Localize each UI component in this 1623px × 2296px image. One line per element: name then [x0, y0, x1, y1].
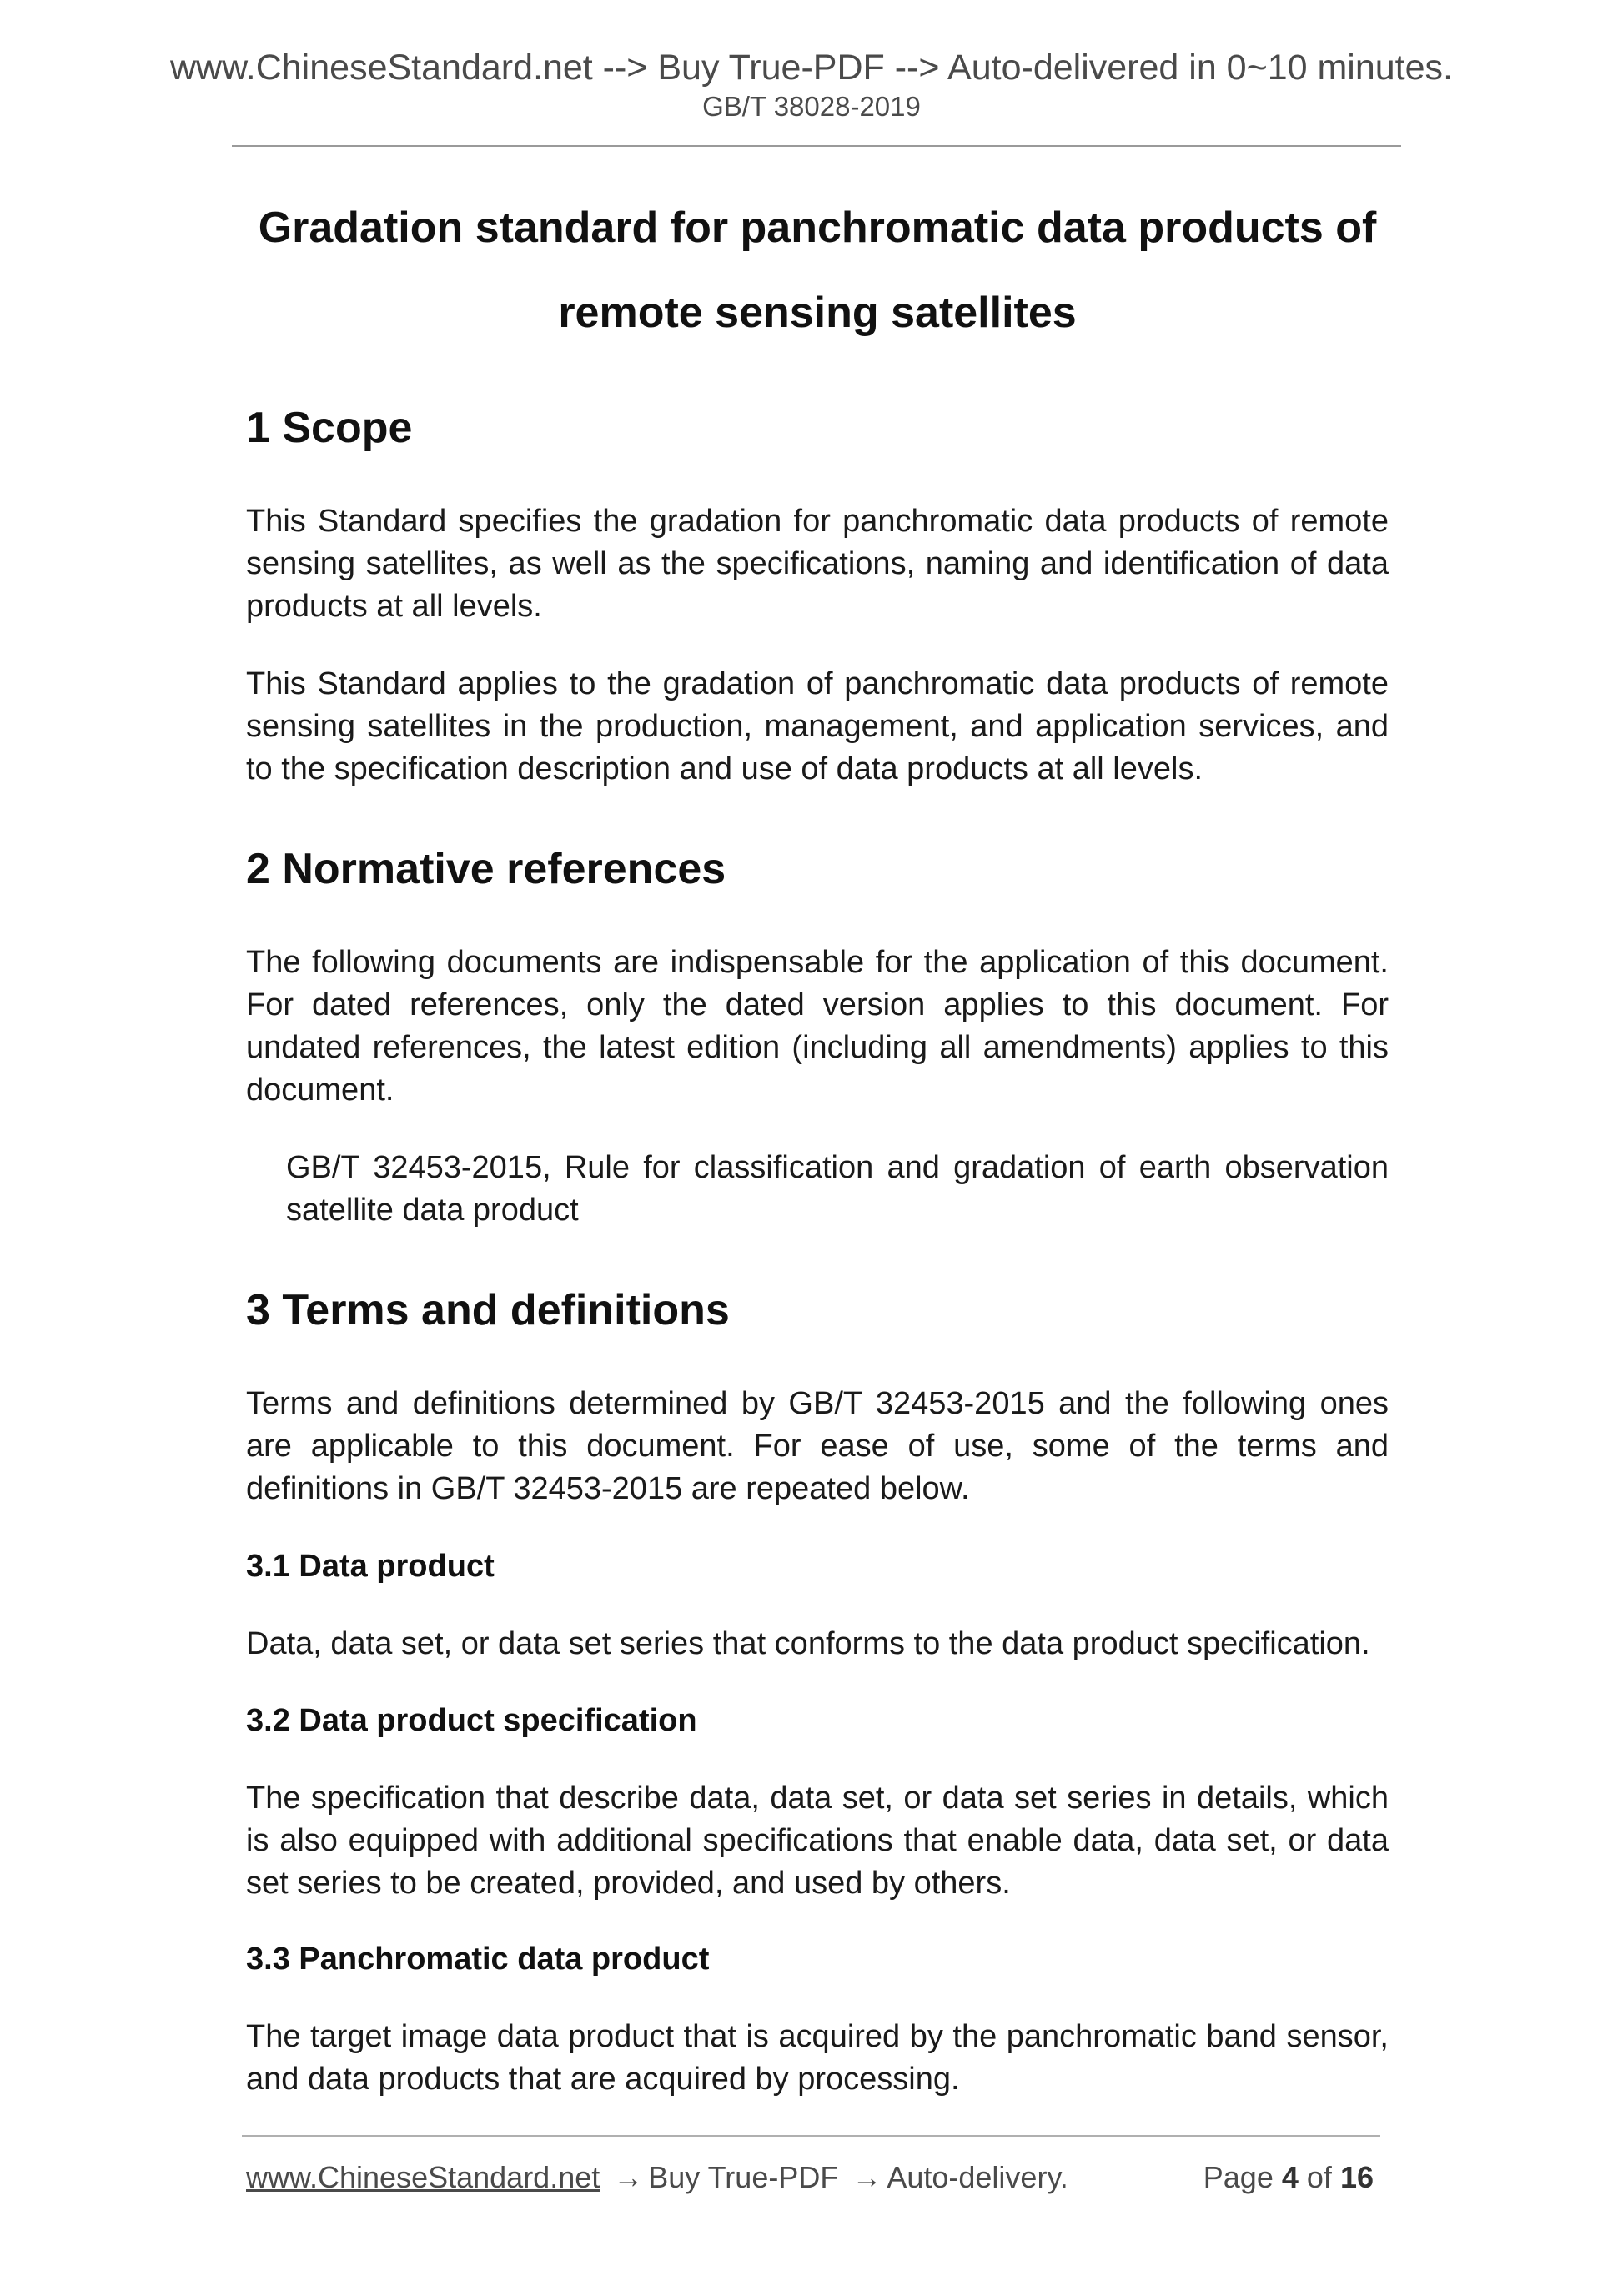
page-of-label: of — [1306, 2160, 1332, 2194]
page-footer — [246, 2158, 1380, 2197]
arrow-right-icon: → — [852, 2160, 882, 2194]
section-heading-terms: 3 Terms and definitions — [246, 1286, 730, 1334]
header-banner: www.ChineseStandard.net --> Buy True-PDF --> Auto-delivered in 0~10 minutes. — [169, 48, 1453, 88]
page-label: Page — [1203, 2160, 1274, 2194]
page-indicator — [1203, 2158, 1374, 2197]
title-line-1: Gradation standard for panchromatic data products of — [258, 203, 1377, 252]
section-heading-scope: 1 Scope — [246, 404, 413, 452]
term-text-panchromatic-data-product: The target image data product that is acquired by the panchromatic band sensor, and data products that are acquired by processing. — [246, 2019, 1389, 2097]
term-text-data-product-specification: The specification that describe data, data set, or data set series in details, which is also equipped with additional specifications that enable data, data set, or data set series to be created, provided, and used by others. — [246, 1781, 1389, 1901]
scope-paragraph-1: This Standard specifies the gradation for panchromatic data products of remote sensing satellites, as well as the specifications, naming and identification of data products at all levels. — [246, 504, 1389, 624]
term-heading-data-product: 3.1 Data product — [246, 1549, 495, 1584]
section-heading-normative-references: 2 Normative references — [246, 845, 726, 893]
footer-buy-text: Buy True-PDF — [648, 2160, 839, 2194]
term-text-data-product: Data, data set, or data set series that conforms to the data product specification. — [246, 1626, 1370, 1661]
normative-reference-item: GB/T 32453-2015, Rule for classification and gradation of earth observation satellite data product — [286, 1150, 1389, 1228]
normative-paragraph: The following documents are indispensable for the application of this document. For dated references, only the dated version applies to this document. For undated references, the latest edition (including all amendments) applies to this document. — [246, 945, 1389, 1108]
standard-code: GB/T 38028-2019 — [702, 91, 921, 122]
arrow-right-icon: → — [613, 2160, 644, 2194]
page-total: 16 — [1339, 2160, 1374, 2194]
terms-paragraph: Terms and definitions determined by GB/T 32453-2015 and the following ones are applicable to this document. For ease of use, some of the terms and definitions in GB/T 32453-2015 are repeated below. — [246, 1386, 1389, 1506]
scope-paragraph-2: This Standard applies to the gradation of panchromatic data products of remote sensing satellites in the production, management, and application services, and to the specification description and use of data products at all levels. — [246, 666, 1389, 786]
footer-divider — [242, 2135, 1380, 2137]
term-heading-panchromatic-data-product: 3.3 Panchromatic data product — [246, 1942, 710, 1977]
footer-delivery-text: Auto-delivery. — [887, 2160, 1068, 2194]
footer-site-link[interactable]: www.ChineseStandard.net — [246, 2160, 600, 2194]
document-title — [246, 185, 1389, 355]
page-number: 4 — [1281, 2160, 1299, 2194]
term-heading-data-product-specification: 3.2 Data product specification — [246, 1703, 697, 1738]
title-line-2: remote sensing satellites — [558, 289, 1077, 337]
header-divider — [232, 145, 1401, 147]
